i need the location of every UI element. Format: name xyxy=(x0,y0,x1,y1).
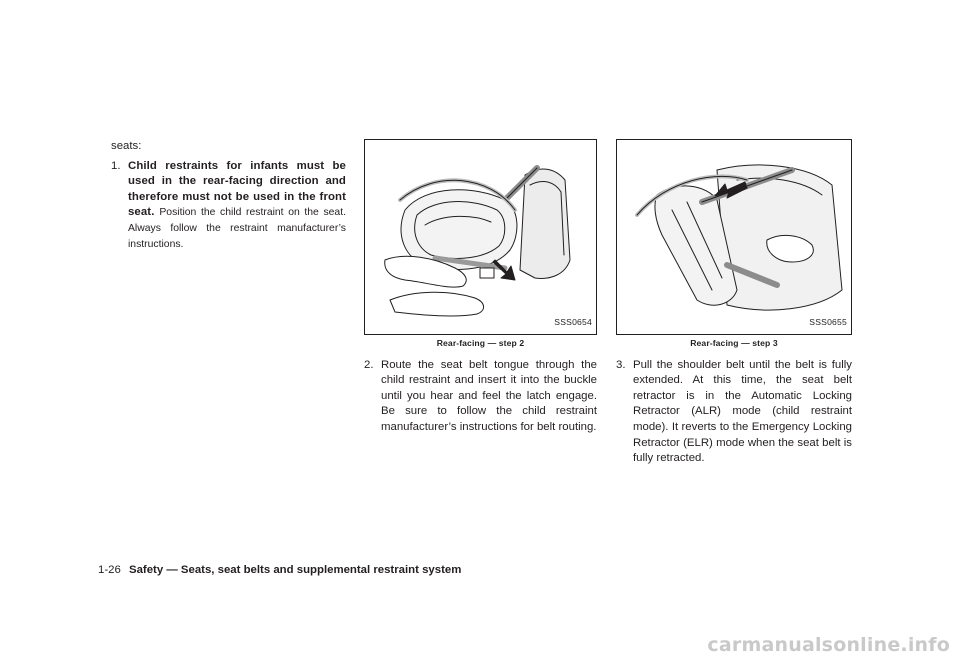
step-3-number: 3. xyxy=(616,358,626,371)
item-1-number: 1. xyxy=(111,159,121,172)
figure-rear-facing-step-3 xyxy=(616,139,852,335)
child-seat-illustration-step-2 xyxy=(365,140,597,335)
column-3 xyxy=(616,139,852,467)
step-3-text: Pull the shoulder belt until the belt is fully extended. At this time, the seat belt retractor is in the Automatic Locking Retractor (ALR) mode (child restraint mode). It reverts to the Emergency Locking Retractor (ELR) mode when the seat belt is fully retracted. xyxy=(633,358,852,465)
figure-2-caption: Rear-facing — step 3 xyxy=(690,338,778,348)
page-number: 1-26 xyxy=(98,564,121,576)
page-footer xyxy=(98,564,461,576)
figure-1-code: SSS0654 xyxy=(554,317,592,328)
column-1 xyxy=(111,139,346,252)
section-title: Safety — Seats, seat belts and supplemental restraint system xyxy=(128,564,462,576)
list-item-1 xyxy=(111,159,346,253)
step-2-number: 2. xyxy=(364,358,374,371)
figure-2-code: SSS0655 xyxy=(809,317,847,328)
watermark: carmanualsonline.info xyxy=(707,634,950,656)
figure-1-caption: Rear-facing — step 2 xyxy=(436,338,525,348)
item-1-text: Position the child restraint on the seat. Always follow the restraint manufacturer’s instructions. xyxy=(128,207,346,250)
step-2-text: Route the seat belt tongue through the child restraint and insert it into the buckle until you hear and feel the latch engage. Be sure to follow the child restraint manufacturer’s instructions for belt routing. xyxy=(381,358,597,433)
item-1-warning: Child restraints for infants must be used in the rear-facing direction and therefore must not be used in the front seat. xyxy=(128,159,346,219)
figure-rear-facing-step-2 xyxy=(364,139,597,335)
child-seat-illustration-step-3 xyxy=(617,140,852,335)
step-3-paragraph xyxy=(616,358,852,467)
column-2 xyxy=(364,139,597,436)
intro-text: seats: xyxy=(111,140,142,152)
step-2-paragraph xyxy=(364,358,597,436)
